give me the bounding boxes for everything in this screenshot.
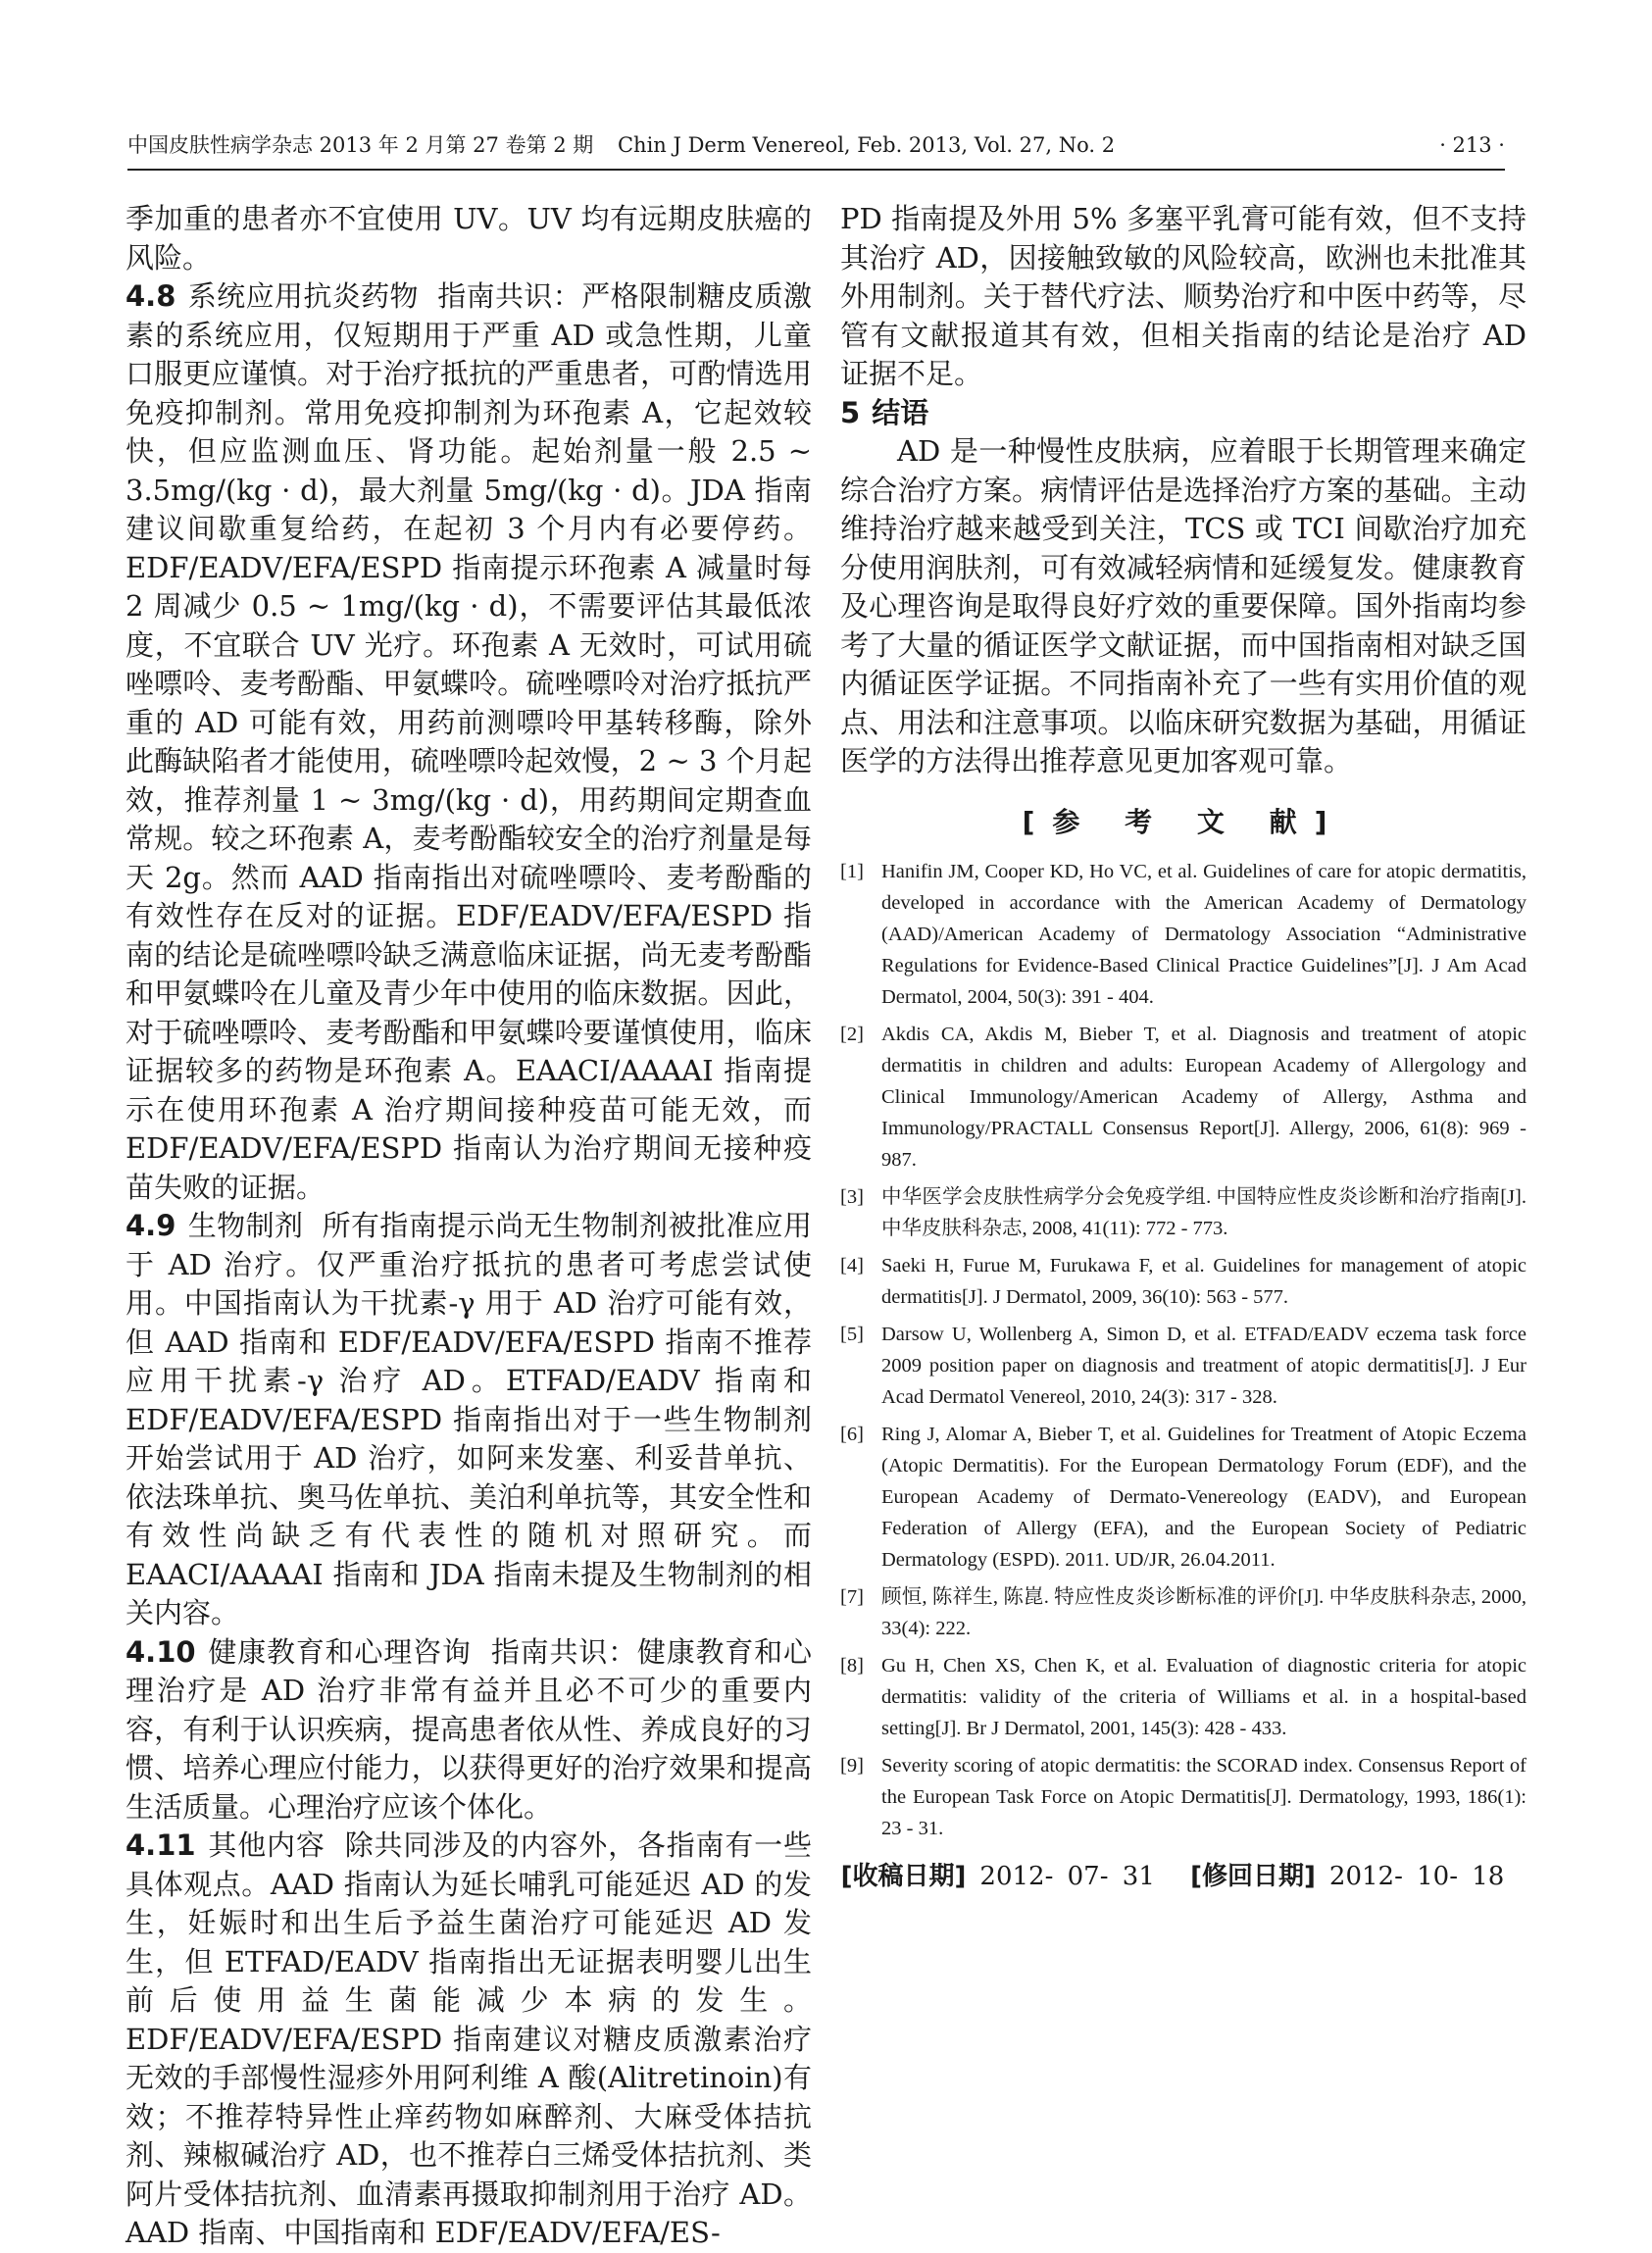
section-number: 4.8 — [125, 279, 176, 313]
revised-label: [修回日期] — [1190, 1861, 1316, 1891]
reference-number: [9] — [840, 1754, 864, 1777]
right-column — [840, 200, 1527, 1892]
reference-number: [5] — [840, 1323, 864, 1345]
paragraph-continued: 季加重的患者亦不宜使用 UV。UV 均有远期皮肤癌的风险。 — [125, 202, 812, 275]
reference-item — [840, 1419, 1527, 1576]
section-title: 生物制剂 — [187, 1209, 304, 1242]
section-number: 5 — [840, 395, 861, 429]
reference-number: [2] — [840, 1023, 864, 1045]
reference-text: Severity scoring of atopic dermatitis: the SCORAD index. Consensus Report of the European Task Force on Atopic Dermatitis[J]. Dermatology, 1993, 186(1): 23 - 31. — [881, 1754, 1527, 1839]
reference-number: [8] — [840, 1654, 864, 1677]
reference-text: Gu H, Chen XS, Chen K, et al. Evaluation of diagnostic criteria for atopic dermatitis: validity of the criteria of Williams et al. in a hospital-based setting[J]. Br J Dermatol, 2001, 145(3): 428 - 433. — [881, 1654, 1527, 1739]
reference-text: Akdis CA, Akdis M, Bieber T, et al. Diagnosis and treatment of atopic dermatitis in children and adults: European Academy of Allergology and Clinical Immunology/American Academy of Allergy, Asthma and Immunology/PRACTALL Consensus Report[J]. Allergy, 2006, 61(8): 969 - 987. — [881, 1023, 1527, 1171]
reference-item — [840, 1019, 1527, 1176]
running-header — [127, 131, 1505, 171]
received-date: 2012- 07- 31 — [979, 1861, 1155, 1891]
reference-number: [1] — [840, 860, 864, 882]
section-text: 所有指南提示尚无生物制剂被批准应用于 AD 治疗。仅严重治疗抵抗的患者可考虑尝试使用。中国指南认为干扰素-γ 用于 AD 治疗可能有效，但 AAD 指南和 EDF/EADV/EFA/ESPD 指南不推荐应用干扰素-γ 治疗 AD。ETFAD/EADV 指南和 EDF/EADV/EFA/ESPD 指南指出对于一些生物制剂开始尝试用于 AD 治疗，如阿来发塞、利妥昔单抗、依法珠单抗、奥马佐单抗、美泊利单抗等，其安全性和有效性尚缺乏有代表性的随机对照研究。而 EAACI/AAAAI 指南和 JDA 指南未提及生物制剂的相关内容。 — [125, 1209, 812, 1629]
header-left — [127, 131, 1132, 159]
section-4-8 — [125, 277, 812, 1207]
left-column — [125, 200, 812, 2253]
reference-number: [3] — [840, 1185, 864, 1208]
reference-text: Darsow U, Wollenberg A, Simon D, et al. ETFAD/EADV eczema task force 2009 position paper on diagnosis and treatment of atopic dermatitis[J]. J Eur Acad Dermatol Venereol, 2010, 24(3): 317 - 328. — [881, 1323, 1527, 1408]
reference-text: Hanifin JM, Cooper KD, Ho VC, et al. Guidelines of care for atopic dermatitis, developed in accordance with the American Academy of Dermatology (AAD)/American Academy of Dermatology Association “Administrative Regulations for Evidence-Based Clinical Practice Guidelines”[J]. J Am Acad Dermatol, 2004, 50(3): 391 - 404. — [881, 860, 1527, 1008]
journal-name-en: Chin J Derm Venereol, Feb. 2013, Vol. 27, No. 2 — [617, 133, 1116, 157]
references-heading: [参 考 文 献] — [1022, 805, 1345, 838]
section-number: 4.10 — [125, 1634, 196, 1669]
conclusion-text: AD 是一种慢性皮肤病，应着眼于长期管理来确定综合治疗方案。病情评估是选择治疗方案的基础。主动维持治疗越来越受到关注，TCS 或 TCI 间歇治疗加充分使用润肤剂，可有效减轻病情和延缓复发。健康教育及心理咨询是取得良好疗效的重要保障。国外指南均参考了大量的循证医学文献证据，而中国指南相对缺乏国内循证医学证据。不同指南补充了一些有实用价值的观点、用法和注意事项。以临床研究数据为基础，用循证医学的方法得出推荐意见更加客观可靠。 — [840, 434, 1527, 777]
reference-number: [7] — [840, 1585, 864, 1608]
section-4-11 — [125, 1827, 812, 2253]
reference-number: [6] — [840, 1423, 864, 1445]
revised-date: 2012- 10- 18 — [1328, 1861, 1505, 1891]
reference-text: 中华医学会皮肤性病学分会免疫学组. 中国特应性皮炎诊断和治疗指南[J]. 中华皮肤科杂志, 2008, 41(11): 772 - 773. — [881, 1185, 1527, 1239]
section-4-10 — [125, 1633, 812, 1827]
article-dates — [840, 1856, 1527, 1892]
section-text: 除共同涉及的内容外，各指南有一些具体观点。AAD 指南认为延长哺乳可能延迟 AD 的发生，妊娠时和出生后予益生菌治疗可能延迟 AD 发生，但 ETFAD/EADV 指南指出无证据表明婴儿出生前后使用益生菌能减少本病的发生。EDF/EADV/EFA/ESPD 指南建议对糖皮质激素治疗无效的手部慢性湿疹外用阿利维 A 酸(Alitretinoin)有效；不推荐特异性止痒药物如麻醉剂、大麻受体拮抗剂、辣椒碱治疗 AD，也不推荐白三烯受体拮抗剂、类阿片受体拮抗剂、血清素再摄取抑制剂用于治疗 AD。AAD 指南、中国指南和 EDF/EADV/EFA/ES- — [125, 1828, 812, 2249]
reference-item — [840, 1581, 1527, 1644]
reference-list — [840, 856, 1527, 1844]
journal-name-cn: 中国皮肤性病学杂志 2013 年 2 月第 27 卷第 2 期 — [127, 133, 594, 157]
reference-item — [840, 1650, 1527, 1744]
section-title: 系统应用抗炎药物 — [187, 279, 419, 313]
section-title: 其他内容 — [207, 1828, 325, 1862]
reference-text: 顾恒, 陈祥生, 陈崑. 特应性皮炎诊断标准的评价[J]. 中华皮肤科杂志, 2000, 33(4): 222. — [881, 1585, 1527, 1639]
received-label: [收稿日期] — [840, 1861, 967, 1891]
section-text: 指南共识：严格限制糖皮质激素的系统应用，仅短期用于严重 AD 或急性期，儿童口服更应谨慎。对于治疗抵抗的严重患者，可酌情选用免疫抑制剂。常用免疫抑制剂为环孢素 A，它起效较快，但应监测血压、肾功能。起始剂量一般 2.5 ~ 3.5mg/(kg · d)，最大剂量 5mg/(kg · d)。JDA 指南建议间歇重复给药，在起初 3 个月内有必要停药。EDF/EADV/EFA/ESPD 指南提示环孢素 A 减量时每 2 周减少 0.5 ~ 1mg/(kg · d)，不需要评估其最低浓度，不宜联合 UV 光疗。环孢素 A 无效时，可试用硫唑嘌呤、麦考酚酯、甲氨蝶呤。硫唑嘌呤对治疗抵抗严重的 AD 可能有效，用药前测嘌呤甲基转移酶，除外此酶缺陷者才能使用，硫唑嘌呤起效慢，2 ~ 3 个月起效，推荐剂量 1 ~ 3mg/(kg · d)，用药期间定期查血常规。较之环孢素 A，麦考酚酯较安全的治疗剂量是每天 2g。然而 AAD 指南指出对硫唑嘌呤、麦考酚酯的有效性存在反对的证据。EDF/EADV/EFA/ESPD 指南的结论是硫唑嘌呤缺乏满意临床证据，尚无麦考酚酯和甲氨蝶呤在儿童及青少年中使用的临床数据。因此，对于硫唑嘌呤、麦考酚酯和甲氨蝶呤要谨慎使用，临床证据较多的药物是环孢素 A。EAACI/AAAAI 指南提示在使用环孢素 A 治疗期间接种疫苗可能无效，而 EDF/EADV/EFA/ESPD 指南认为治疗期间无接种疫苗失败的证据。 — [125, 279, 812, 1204]
section-title: 结语 — [872, 395, 929, 429]
reference-item — [840, 1750, 1527, 1844]
section-number: 4.11 — [125, 1828, 196, 1862]
reference-item — [840, 1181, 1527, 1244]
section-title: 健康教育和心理咨询 — [207, 1634, 472, 1669]
section-5-heading — [840, 394, 1527, 433]
paragraph-continued: PD 指南提及外用 5% 多塞平乳膏可能有效，但不支持其治疗 AD，因接触致敏的风险较高，欧洲也未批准其外用制剂。关于替代疗法、顺势治疗和中医中药等，尽管有文献报道其有效，但相关指南的结论是治疗 AD 证据不足。 — [840, 202, 1527, 390]
reference-item — [840, 1250, 1527, 1313]
section-4-9 — [125, 1207, 812, 1633]
reference-item — [840, 1319, 1527, 1413]
reference-number: [4] — [840, 1254, 864, 1277]
reference-text: Saeki H, Furue M, Furukawa F, et al. Guidelines for management of atopic dermatitis[J]. J Dermatol, 2009, 36(10): 563 - 577. — [881, 1254, 1527, 1308]
section-text: 指南共识：健康教育和心理治疗是 AD 治疗非常有益并且必不可少的重要内容，有利于认识疾病，提高患者依从性、养成良好的习惯、培养心理应付能力，以获得更好的治疗效果和提高生活质量。心理治疗应该个体化。 — [125, 1634, 812, 1824]
reference-item — [840, 856, 1527, 1013]
section-number: 4.9 — [125, 1209, 176, 1242]
page-number: · 213 · — [1439, 133, 1505, 157]
reference-text: Ring J, Alomar A, Bieber T, et al. Guidelines for Treatment of Atopic Eczema (Atopic Dermatitis). For the European Dermatology Forum (EDF), and the European Academy of Dermato-Venereology (EADV), and European Federation of Allergy (EFA), and the European Society of Pediatric Dermatology (ESPD). 2011. UD/JR, 26.04.2011. — [881, 1423, 1527, 1571]
